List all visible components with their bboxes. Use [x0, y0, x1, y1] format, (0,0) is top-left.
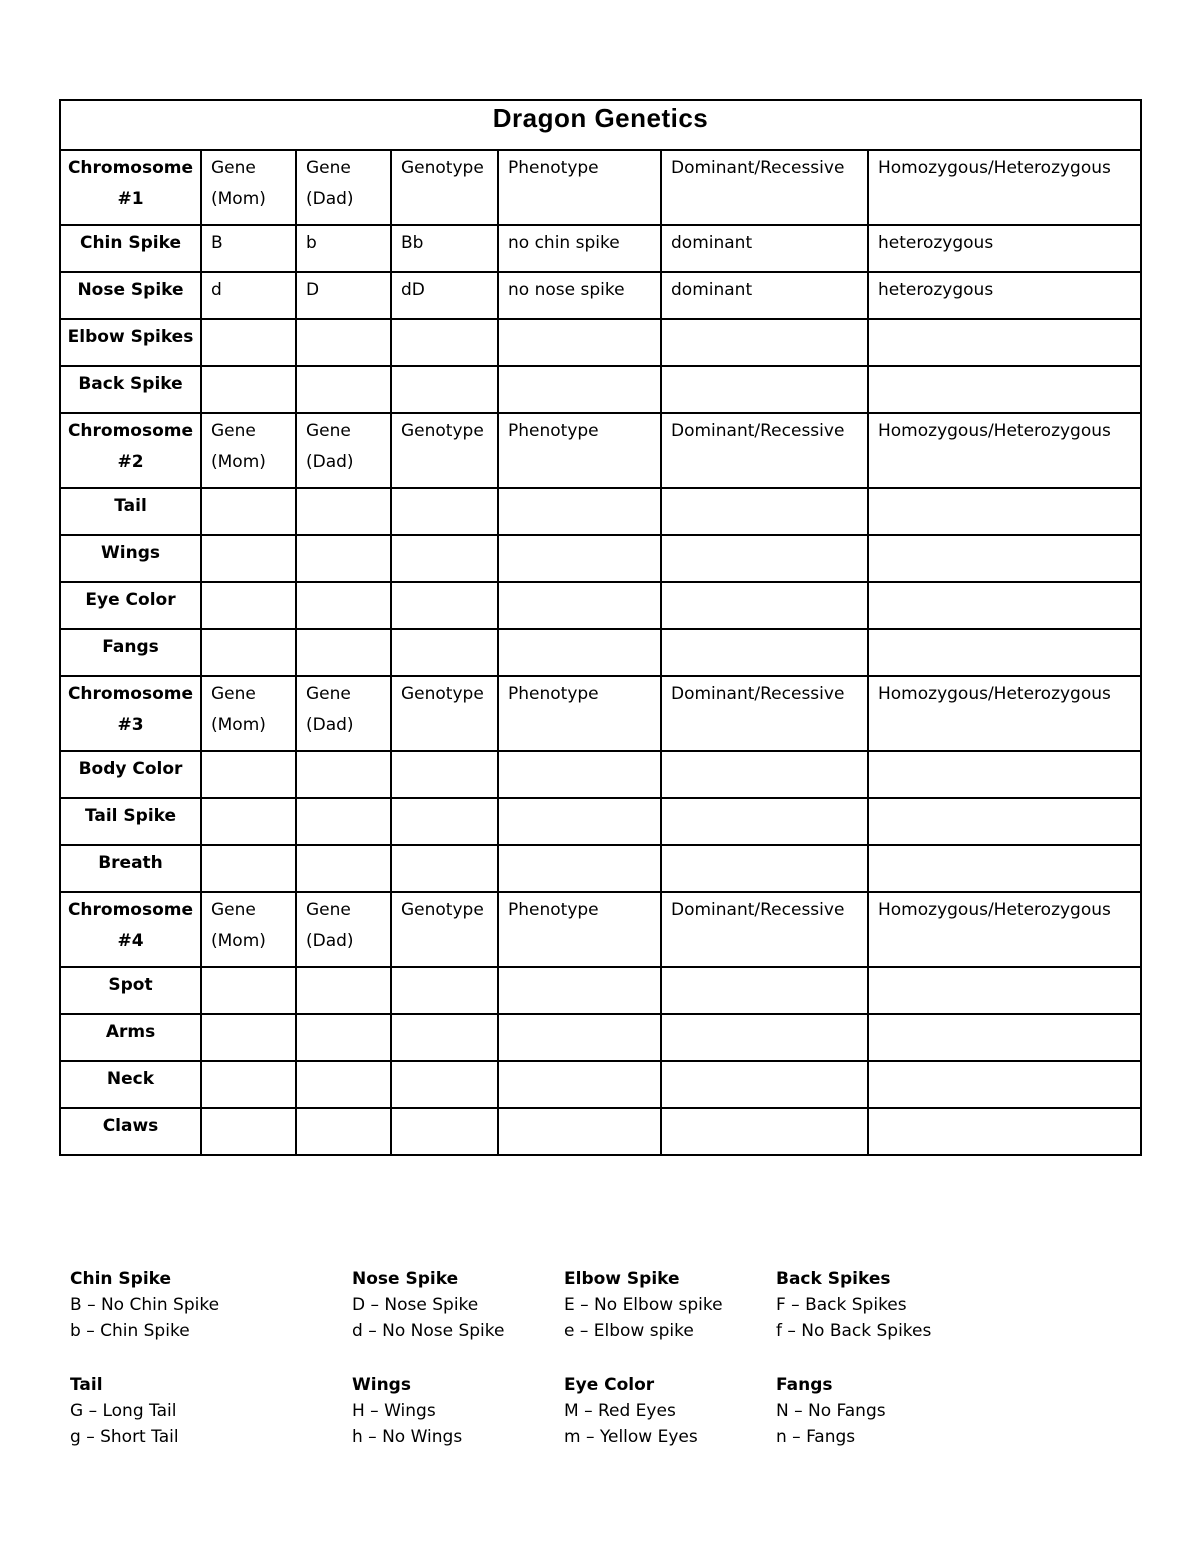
- trait-row: [60, 225, 1141, 272]
- column-header: Dominant/Recessive: [661, 892, 868, 967]
- answer-cell[interactable]: [868, 798, 1141, 845]
- answer-cell[interactable]: [296, 845, 391, 892]
- trait-label: Wings: [60, 535, 201, 582]
- legend-allele-line: m – Yellow Eyes: [564, 1427, 698, 1447]
- answer-cell[interactable]: [498, 366, 661, 413]
- legend-allele-line: G – Long Tail: [70, 1401, 177, 1421]
- answer-cell[interactable]: [868, 535, 1141, 582]
- trait-label: Tail: [60, 488, 201, 535]
- trait-label: Spot: [60, 967, 201, 1014]
- trait-label: Tail Spike: [60, 798, 201, 845]
- trait-row: [60, 798, 1141, 845]
- answer-cell[interactable]: [498, 798, 661, 845]
- column-header: Homozygous/Heterozygous: [868, 892, 1141, 967]
- chromosome-label: Chromosome #3: [60, 676, 201, 751]
- answer-cell[interactable]: [868, 582, 1141, 629]
- answer-cell[interactable]: no chin spike: [498, 225, 661, 272]
- answer-cell[interactable]: [391, 535, 498, 582]
- answer-cell[interactable]: [201, 1014, 296, 1061]
- answer-cell[interactable]: [661, 366, 868, 413]
- answer-cell[interactable]: heterozygous: [868, 272, 1141, 319]
- legend-block: [564, 1372, 698, 1450]
- answer-cell[interactable]: [868, 751, 1141, 798]
- answer-cell[interactable]: [391, 751, 498, 798]
- answer-cell[interactable]: [296, 1108, 391, 1155]
- legend-trait-title: Eye Color: [564, 1375, 655, 1395]
- answer-cell[interactable]: [498, 1108, 661, 1155]
- answer-cell[interactable]: [498, 1061, 661, 1108]
- column-header: Genotype: [391, 413, 498, 488]
- trait-row: [60, 1061, 1141, 1108]
- answer-cell[interactable]: [391, 319, 498, 366]
- answer-cell[interactable]: [868, 366, 1141, 413]
- column-header: Genotype: [391, 892, 498, 967]
- chromosome-header-row: [60, 676, 1141, 751]
- answer-cell[interactable]: [296, 1061, 391, 1108]
- answer-cell[interactable]: [296, 582, 391, 629]
- answer-cell[interactable]: [498, 582, 661, 629]
- answer-cell[interactable]: no nose spike: [498, 272, 661, 319]
- chromosome-header-row: [60, 413, 1141, 488]
- trait-label: Body Color: [60, 751, 201, 798]
- answer-cell[interactable]: [498, 535, 661, 582]
- answer-cell[interactable]: [201, 488, 296, 535]
- legend-allele-line: g – Short Tail: [70, 1427, 179, 1447]
- answer-cell[interactable]: [391, 582, 498, 629]
- legend-trait-title: Fangs: [776, 1375, 833, 1395]
- legend-allele-line: b – Chin Spike: [70, 1321, 190, 1341]
- answer-cell[interactable]: [391, 629, 498, 676]
- answer-cell[interactable]: [296, 1014, 391, 1061]
- trait-row: [60, 845, 1141, 892]
- trait-label: Elbow Spikes: [60, 319, 201, 366]
- answer-cell[interactable]: [296, 629, 391, 676]
- answer-cell[interactable]: [201, 1108, 296, 1155]
- answer-cell[interactable]: [391, 488, 498, 535]
- legend-allele-line: F – Back Spikes: [776, 1295, 907, 1315]
- legend-trait-title: Tail: [70, 1375, 103, 1395]
- answer-cell[interactable]: heterozygous: [868, 225, 1141, 272]
- answer-cell[interactable]: [661, 1061, 868, 1108]
- trait-row: [60, 1014, 1141, 1061]
- legend-row: [70, 1372, 970, 1478]
- trait-row: [60, 488, 1141, 535]
- trait-label: Arms: [60, 1014, 201, 1061]
- answer-cell[interactable]: [868, 967, 1141, 1014]
- legend-block: [776, 1266, 931, 1344]
- answer-cell[interactable]: [201, 1061, 296, 1108]
- column-header: Dominant/Recessive: [661, 676, 868, 751]
- allele-legend: [70, 1266, 970, 1478]
- legend-allele-line: B – No Chin Spike: [70, 1295, 220, 1315]
- answer-cell[interactable]: [661, 967, 868, 1014]
- trait-row: [60, 1108, 1141, 1155]
- answer-cell[interactable]: dD: [391, 272, 498, 319]
- answer-cell[interactable]: [201, 967, 296, 1014]
- answer-cell[interactable]: [868, 629, 1141, 676]
- answer-cell[interactable]: [661, 629, 868, 676]
- column-header: Genotype: [391, 150, 498, 225]
- answer-cell[interactable]: [391, 1014, 498, 1061]
- answer-cell[interactable]: [296, 798, 391, 845]
- trait-row: [60, 319, 1141, 366]
- legend-block: [776, 1372, 886, 1450]
- answer-cell[interactable]: [201, 366, 296, 413]
- worksheet-title: Dragon Genetics: [60, 100, 1141, 150]
- column-header: Phenotype: [498, 150, 661, 225]
- legend-block: [352, 1266, 504, 1344]
- chromosome-header-row: [60, 892, 1141, 967]
- answer-cell[interactable]: [661, 1014, 868, 1061]
- answer-cell[interactable]: dominant: [661, 225, 868, 272]
- chromosome-label: Chromosome #1: [60, 150, 201, 225]
- trait-label: Nose Spike: [60, 272, 201, 319]
- trait-label: Chin Spike: [60, 225, 201, 272]
- answer-cell[interactable]: [296, 366, 391, 413]
- answer-cell[interactable]: [296, 488, 391, 535]
- answer-cell[interactable]: [296, 967, 391, 1014]
- legend-allele-line: N – No Fangs: [776, 1401, 886, 1421]
- legend-trait-title: Elbow Spike: [564, 1269, 680, 1289]
- trait-row: [60, 967, 1141, 1014]
- answer-cell[interactable]: [391, 798, 498, 845]
- legend-allele-line: n – Fangs: [776, 1427, 856, 1447]
- legend-block: [352, 1372, 462, 1450]
- legend-trait-title: Nose Spike: [352, 1269, 459, 1289]
- answer-cell[interactable]: [498, 488, 661, 535]
- legend-allele-line: e – Elbow spike: [564, 1321, 694, 1341]
- answer-cell[interactable]: [201, 319, 296, 366]
- answer-cell[interactable]: [868, 1014, 1141, 1061]
- answer-cell[interactable]: b: [296, 225, 391, 272]
- answer-cell[interactable]: [201, 798, 296, 845]
- column-header: Gene (Dad): [296, 892, 391, 967]
- answer-cell[interactable]: [201, 751, 296, 798]
- answer-cell[interactable]: [661, 845, 868, 892]
- answer-cell[interactable]: [868, 845, 1141, 892]
- legend-allele-line: D – Nose Spike: [352, 1295, 479, 1315]
- answer-cell[interactable]: dominant: [661, 272, 868, 319]
- answer-cell[interactable]: [661, 319, 868, 366]
- column-header: Homozygous/Heterozygous: [868, 150, 1141, 225]
- column-header: Dominant/Recessive: [661, 413, 868, 488]
- trait-label: Eye Color: [60, 582, 201, 629]
- legend-allele-line: H – Wings: [352, 1401, 436, 1421]
- answer-cell[interactable]: [498, 845, 661, 892]
- legend-allele-line: E – No Elbow spike: [564, 1295, 723, 1315]
- legend-trait-title: Wings: [352, 1375, 411, 1395]
- answer-cell[interactable]: [296, 751, 391, 798]
- answer-cell[interactable]: [661, 798, 868, 845]
- trait-label: Claws: [60, 1108, 201, 1155]
- column-header: Gene (Mom): [201, 413, 296, 488]
- legend-allele-line: f – No Back Spikes: [776, 1321, 932, 1341]
- trait-label: Fangs: [60, 629, 201, 676]
- answer-cell[interactable]: [201, 535, 296, 582]
- trait-label: Breath: [60, 845, 201, 892]
- answer-cell[interactable]: [661, 535, 868, 582]
- answer-cell[interactable]: [661, 582, 868, 629]
- answer-cell[interactable]: [868, 488, 1141, 535]
- answer-cell[interactable]: [391, 845, 498, 892]
- trait-label: Neck: [60, 1061, 201, 1108]
- trait-row: [60, 629, 1141, 676]
- answer-cell[interactable]: d: [201, 272, 296, 319]
- chromosome-label: Chromosome #2: [60, 413, 201, 488]
- answer-cell[interactable]: [661, 488, 868, 535]
- legend-allele-line: h – No Wings: [352, 1427, 463, 1447]
- answer-cell[interactable]: [391, 366, 498, 413]
- answer-cell[interactable]: [868, 1108, 1141, 1155]
- legend-allele-line: M – Red Eyes: [564, 1401, 676, 1421]
- answer-cell[interactable]: [498, 629, 661, 676]
- legend-row: [70, 1266, 970, 1372]
- column-header: Gene (Mom): [201, 676, 296, 751]
- answer-cell[interactable]: [498, 1014, 661, 1061]
- column-header: Gene (Dad): [296, 413, 391, 488]
- column-header: Dominant/Recessive: [661, 150, 868, 225]
- trait-row: [60, 582, 1141, 629]
- column-header: Gene (Mom): [201, 150, 296, 225]
- answer-cell[interactable]: [661, 1108, 868, 1155]
- column-header: Homozygous/Heterozygous: [868, 413, 1141, 488]
- answer-cell[interactable]: Bb: [391, 225, 498, 272]
- legend-block: [70, 1266, 219, 1344]
- legend-trait-title: Chin Spike: [70, 1269, 172, 1289]
- legend-block: [564, 1266, 723, 1344]
- legend-block: [70, 1372, 179, 1450]
- answer-cell[interactable]: [201, 582, 296, 629]
- dragon-genetics-table: [59, 99, 1142, 1156]
- column-header: Phenotype: [498, 413, 661, 488]
- answer-cell[interactable]: [661, 751, 868, 798]
- answer-cell[interactable]: [296, 535, 391, 582]
- answer-cell[interactable]: [201, 629, 296, 676]
- trait-row: [60, 366, 1141, 413]
- answer-cell[interactable]: [498, 319, 661, 366]
- trait-label: Back Spike: [60, 366, 201, 413]
- trait-row: [60, 272, 1141, 319]
- trait-row: [60, 535, 1141, 582]
- chromosome-label: Chromosome #4: [60, 892, 201, 967]
- legend-allele-line: d – No Nose Spike: [352, 1321, 505, 1341]
- chromosome-header-row: [60, 150, 1141, 225]
- column-header: Gene (Dad): [296, 676, 391, 751]
- column-header: Genotype: [391, 676, 498, 751]
- column-header: Gene (Dad): [296, 150, 391, 225]
- answer-cell[interactable]: [498, 751, 661, 798]
- column-header: Homozygous/Heterozygous: [868, 676, 1141, 751]
- answer-cell[interactable]: [296, 319, 391, 366]
- answer-cell[interactable]: B: [201, 225, 296, 272]
- answer-cell[interactable]: D: [296, 272, 391, 319]
- answer-cell[interactable]: [498, 967, 661, 1014]
- column-header: Phenotype: [498, 676, 661, 751]
- answer-cell[interactable]: [391, 967, 498, 1014]
- column-header: Phenotype: [498, 892, 661, 967]
- trait-row: [60, 751, 1141, 798]
- column-header: Gene (Mom): [201, 892, 296, 967]
- answer-cell[interactable]: [868, 1061, 1141, 1108]
- answer-cell[interactable]: [201, 845, 296, 892]
- legend-trait-title: Back Spikes: [776, 1269, 891, 1289]
- answer-cell[interactable]: [868, 319, 1141, 366]
- answer-cell[interactable]: [391, 1108, 498, 1155]
- answer-cell[interactable]: [391, 1061, 498, 1108]
